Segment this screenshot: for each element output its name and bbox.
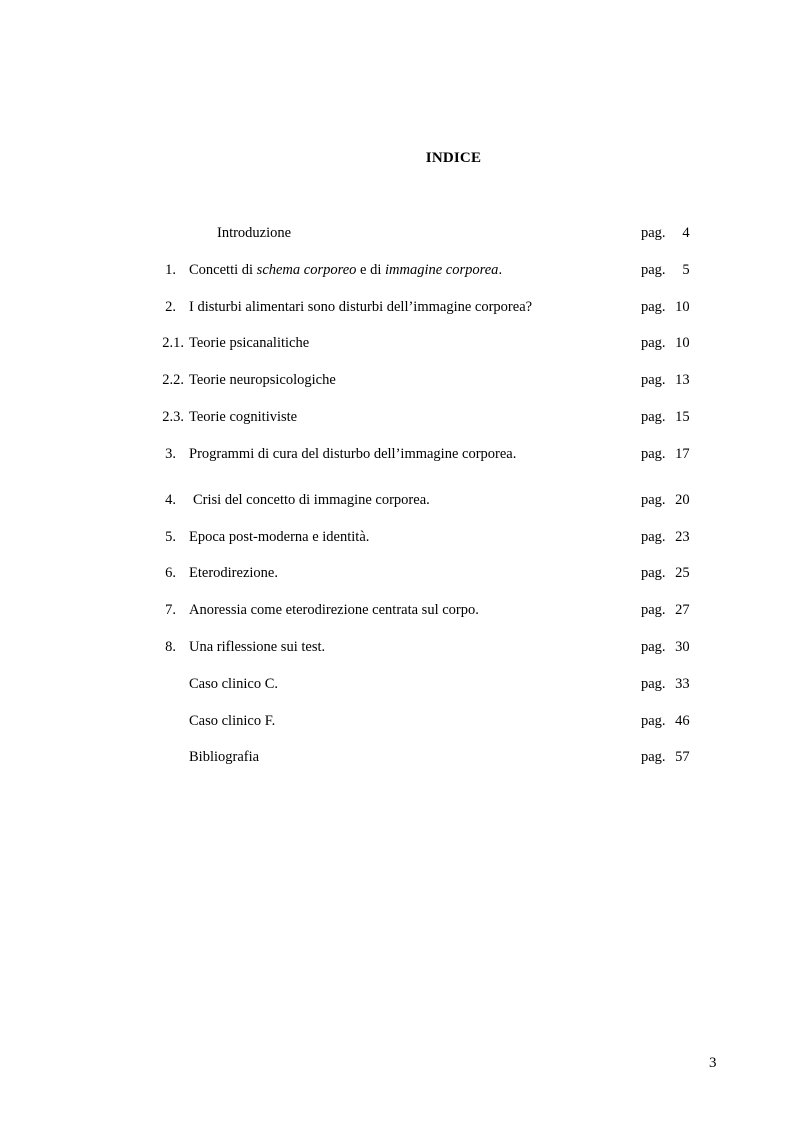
toc-row-caso-clinico-f [0,710,793,732]
page-value: 15 [675,409,690,425]
toc-entry-title [189,259,502,281]
page-prefix: pag. [641,639,666,655]
toc-entry-page [641,222,690,244]
toc-entry-title: Eterodirezione. [189,565,278,581]
toc-row-4 [0,489,793,511]
page-value: 46 [675,713,690,729]
toc-entry-title: Una riflessione sui test. [189,639,326,655]
toc-entry-title: Caso clinico C. [189,676,279,692]
toc-row-5 [0,526,793,548]
toc-entry-title: Anoressia come eterodirezione centrata sul corpo. [189,602,479,618]
toc-entry-page [641,710,690,732]
toc-row-caso-clinico-c [0,673,793,695]
page-prefix: pag. [641,529,666,545]
page-value: 23 [675,529,690,545]
title-part: Concetti di [189,262,257,278]
toc-entry-number: 3. [165,446,176,462]
page-value: 4 [682,225,690,241]
toc-entry-page [641,443,690,465]
toc-entry-title: Programmi di cura del disturbo dell’immagine corporea. [189,446,517,462]
toc-entry-page [641,746,690,768]
page-value: 17 [675,446,690,462]
page-value: 10 [675,299,690,315]
page-prefix: pag. [641,299,666,315]
toc-entry-number: 1. [165,262,176,278]
toc-entry-title: I disturbi alimentari sono disturbi dell’immagine corporea? [189,299,533,315]
toc-row-2-1 [0,332,793,354]
toc-entry-page [641,673,690,695]
toc-entry-title: Caso clinico F. [189,713,276,729]
toc-entry-number: 4. [165,492,176,508]
title-part-italic: schema corporeo [256,262,357,278]
page-prefix: pag. [641,446,666,462]
page-prefix: pag. [641,713,666,729]
page-value: 20 [675,492,690,508]
page-value: 5 [682,262,690,278]
toc-row-1 [0,259,793,281]
page-value: 10 [675,335,690,351]
page-value: 30 [675,639,690,655]
title-part: . [498,262,503,278]
toc-entry-title: Introduzione [217,225,292,241]
toc-entry-page [641,489,690,511]
toc-row-3 [0,443,793,465]
page-prefix: pag. [641,409,666,425]
page-number: 3 [709,1055,717,1071]
toc-row-6 [0,562,793,584]
toc-entry-number: 6. [165,565,176,581]
page-value: 25 [675,565,690,581]
toc-entry-number: 8. [165,639,176,655]
toc-entry-page [641,599,690,621]
toc-row-2 [0,296,793,318]
page-prefix: pag. [641,565,666,581]
toc-entry-page [641,259,690,281]
page-prefix: pag. [641,225,666,241]
page-value: 33 [675,676,690,692]
toc-entry-page [641,636,690,658]
toc-entry-page [641,332,690,354]
page-prefix: pag. [641,749,666,765]
toc-entry-number: 7. [165,602,176,618]
toc-entry-page [641,526,690,548]
toc-entry-page [641,369,690,391]
page-prefix: pag. [641,262,666,278]
toc-entry-title: Teorie psicanalitiche [189,335,310,351]
title-part: e di [356,262,385,278]
page-value: 57 [675,749,690,765]
toc-row-bibliografia [0,746,793,768]
toc-entry-number: 5. [165,529,176,545]
toc-entry-title: Epoca post-moderna e identità. [189,529,370,545]
toc-entry-number: 2. [165,299,176,315]
toc-entry-number: 2.1. [162,335,184,351]
toc-row-8 [0,636,793,658]
toc-entry-title: Teorie cognitiviste [189,409,298,425]
page-title: INDICE [425,150,482,166]
toc-entry-page [641,406,690,428]
page-value: 13 [675,372,690,388]
toc-entry-page [641,562,690,584]
toc-row-2-3 [0,406,793,428]
page-prefix: pag. [641,335,666,351]
page-prefix: pag. [641,372,666,388]
toc-entry-page [641,296,690,318]
toc-entry-title: Bibliografia [189,749,260,765]
toc-row-7 [0,599,793,621]
toc-entry-title: Crisi del concetto di immagine corporea. [193,492,430,508]
toc-entry-number: 2.2. [162,372,184,388]
page-prefix: pag. [641,492,666,508]
page-prefix: pag. [641,602,666,618]
page-value: 27 [675,602,690,618]
title-part-italic: immagine corporea [385,262,499,278]
toc-row-introduzione [0,222,793,244]
toc-entry-number: 2.3. [162,409,184,425]
toc-entry-title: Teorie neuropsicologiche [189,372,336,388]
toc-row-2-2 [0,369,793,391]
page-prefix: pag. [641,676,666,692]
